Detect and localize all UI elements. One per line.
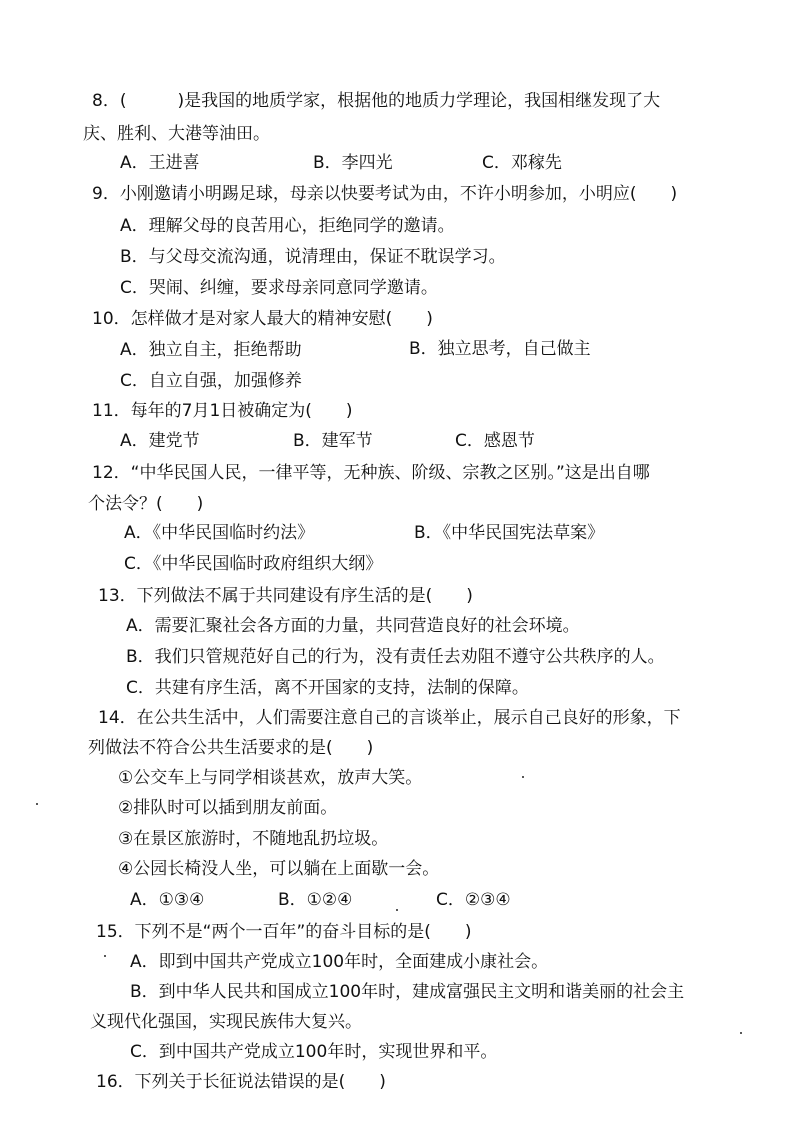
- question-14-stem-line-1: 14．在公共生活中，人们需要注意自己的言谈举止，展示自己良好的形象，下: [98, 708, 681, 728]
- question-15-option-b-line-1: B．到中华人民共和国成立100年时，建成富强民主文明和谐美丽的社会主: [130, 982, 685, 1002]
- question-14-option-b: B．①②④: [278, 890, 353, 910]
- question-16-stem: 16．下列关于长征说法错误的是( ): [96, 1072, 386, 1092]
- question-8-option-a: A．王进喜: [120, 153, 200, 173]
- question-13-option-b: B．我们只管规范好自己的行为，没有责任去劝阻不遵守公共秩序的人。: [126, 647, 665, 667]
- question-11-option-b: B．建军节: [293, 431, 373, 451]
- question-10-option-a: A．独立自主，拒绝帮助: [120, 340, 302, 360]
- question-8-stem-line-2: 庆、胜利、大港等油田。: [83, 124, 270, 144]
- question-11-stem: 11．每年的7月1日被确定为( ): [92, 401, 353, 421]
- question-14-item-1: ①公交车上与同学相谈甚欢，放声大笑。: [118, 768, 423, 788]
- question-15-option-b-line-2: 义现代化强国，实现民族伟大复兴。: [90, 1012, 362, 1032]
- question-9-option-b: B．与父母交流沟通，说清理由，保证不耽误学习。: [120, 247, 506, 267]
- question-12-option-c: C．《中华民国临时政府组织大纲》: [124, 554, 383, 574]
- question-11-option-a: A．建党节: [120, 431, 200, 451]
- question-14-option-a: A．①③④: [130, 890, 205, 910]
- scan-speck: [740, 1032, 742, 1034]
- question-10-stem: 10．怎样做才是对家人最大的精神安慰( ): [92, 309, 433, 329]
- question-9-option-c: C．哭闹、纠缠，要求母亲同意同学邀请。: [120, 278, 438, 298]
- question-14-item-3: ③在景区旅游时，不随地乱扔垃圾。: [118, 829, 389, 849]
- question-14-item-4: ④公园长椅没人坐，可以躺在上面歇一会。: [118, 859, 440, 879]
- scan-speck: [104, 955, 106, 957]
- question-15-option-c: C．到中国共产党成立100年时，实现世界和平。: [130, 1042, 498, 1062]
- question-10-option-c: C．自立自强，加强修养: [120, 371, 302, 391]
- question-13-option-a: A．需要汇聚社会各方面的力量，共同营造良好的社会环境。: [126, 616, 580, 636]
- question-8-option-b: B．李四光: [313, 153, 393, 173]
- scan-speck: [396, 909, 398, 911]
- question-14-stem-line-2: 列做法不符合公共生活要求的是( ): [88, 738, 374, 758]
- question-11-option-c: C．感恩节: [455, 431, 535, 451]
- question-13-option-c: C．共建有序生活，离不开国家的支持，法制的保障。: [126, 678, 529, 698]
- question-15-option-a: A．即到中国共产党成立100年时，全面建成小康社会。: [130, 952, 549, 972]
- question-9-option-a: A．理解父母的良苦用心，拒绝同学的邀请。: [120, 216, 455, 236]
- question-12-stem-line-2: 个法令？( ): [88, 494, 204, 514]
- question-9-stem: 9．小刚邀请小明踢足球，母亲以快要考试为由，不许小明参加，小明应( ): [92, 184, 678, 204]
- scan-speck: [522, 776, 524, 778]
- question-12-option-b: B．《中华民国宪法草案》: [414, 523, 605, 543]
- question-10-option-b: B．独立思考，自己做主: [409, 339, 591, 359]
- question-12-stem-line-1: 12．“中华民国人民，一律平等，无种族、阶级、宗教之区别。”这是出自哪: [92, 463, 650, 483]
- question-8-option-c: C．邓稼先: [482, 153, 562, 173]
- question-15-stem: 15．下列不是“两个一百年”的奋斗目标的是( ): [96, 922, 472, 942]
- question-8-stem-line-1: 8．( )是我国的地质学家，根据他的地质力学理论，我国相继发现了大: [92, 91, 661, 111]
- question-14-option-c: C．②③④: [436, 890, 511, 910]
- question-14-item-2: ②排队时可以插到朋友前面。: [118, 798, 338, 818]
- question-13-stem: 13．下列做法不属于共同建设有序生活的是( ): [98, 586, 473, 606]
- scan-speck: [36, 803, 38, 805]
- question-12-option-a: A．《中华民国临时约法》: [124, 523, 315, 543]
